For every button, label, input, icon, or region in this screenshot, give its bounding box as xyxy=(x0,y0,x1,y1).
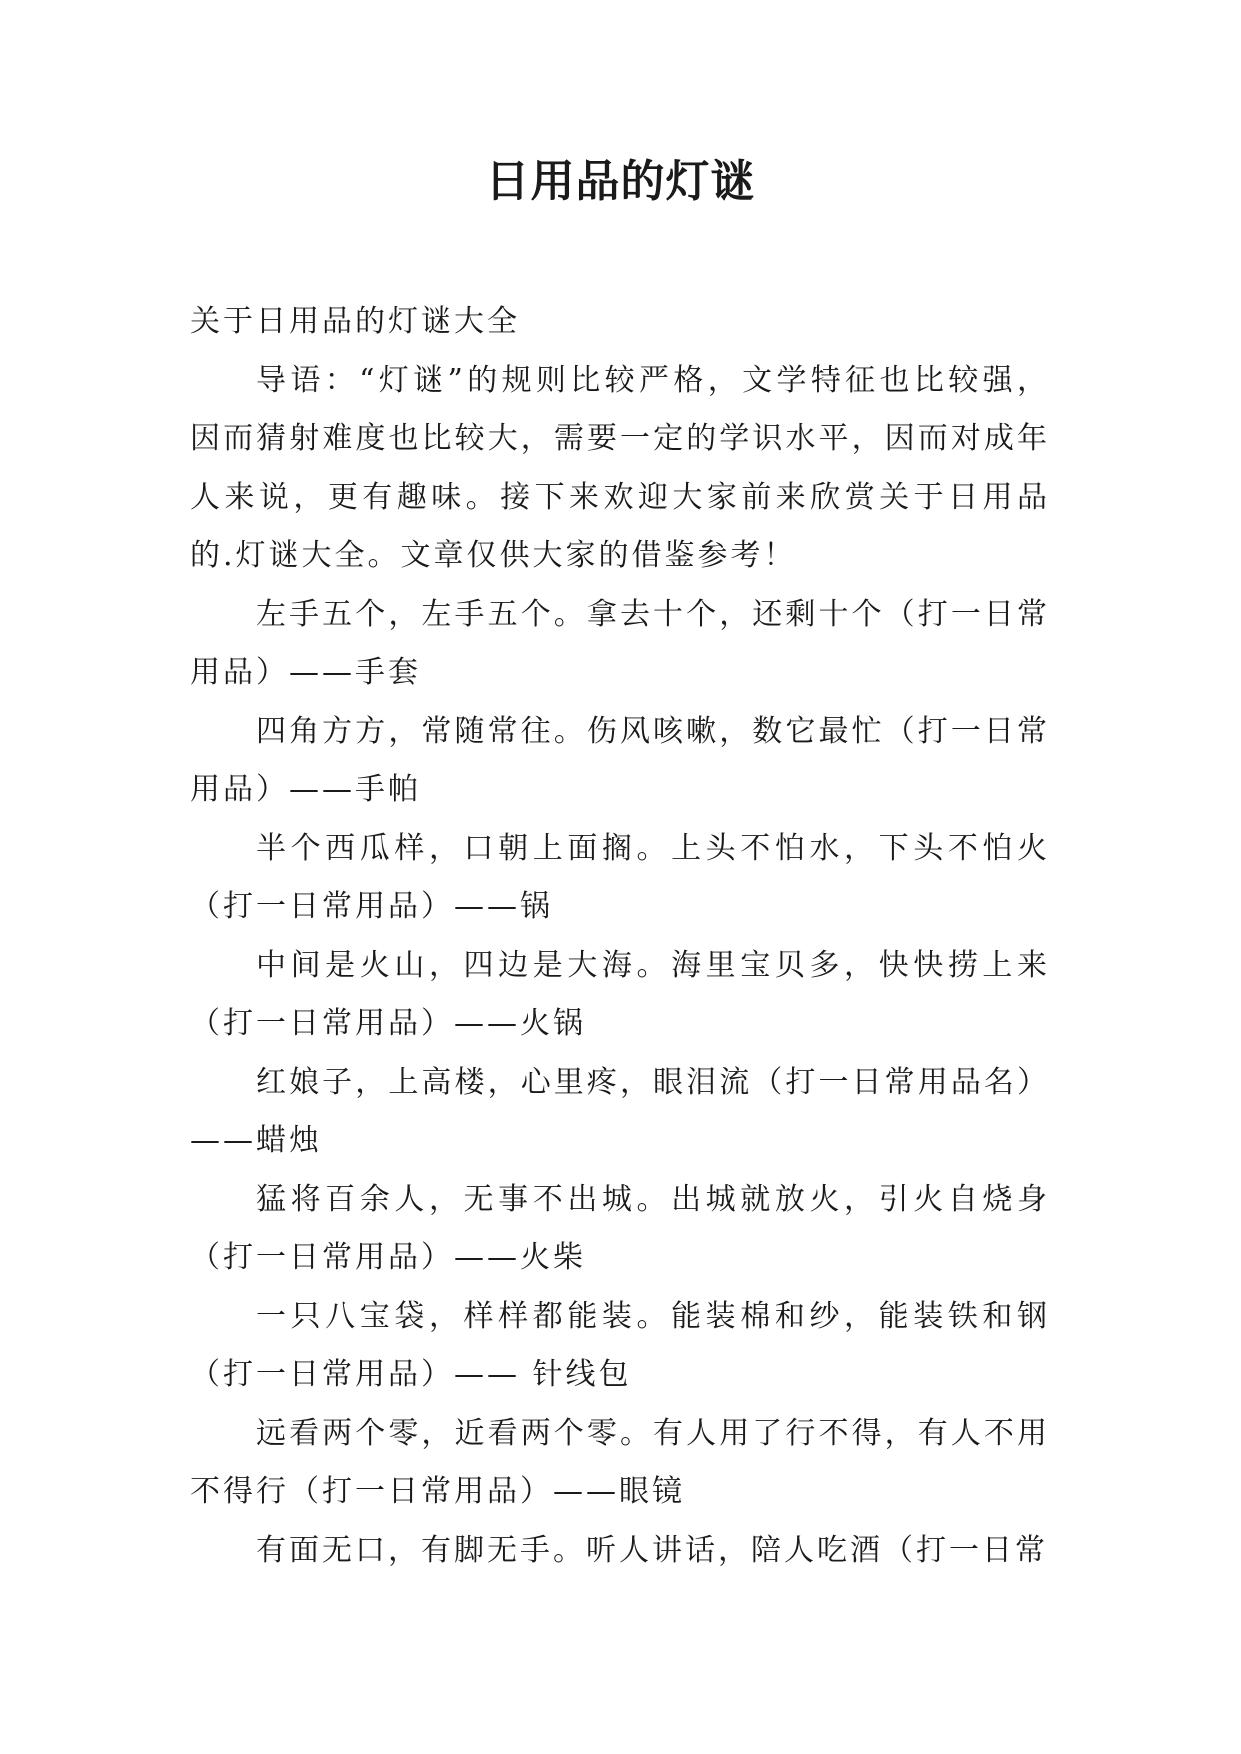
riddle-paragraph: 一只八宝袋，样样都能装。能装棉和纱，能装铁和钢（打一日常用品）—— 针线包 xyxy=(190,1298,1050,1392)
document-body xyxy=(190,293,1050,1580)
riddle-paragraph: 左手五个，左手五个。拿去十个，还剩十个（打一日常用品）——手套 xyxy=(190,596,1050,690)
riddle-paragraph: 半个西瓜样，口朝上面搁。上头不怕水，下头不怕火（打一日常用品）——锅 xyxy=(190,830,1050,924)
document-title: 日用品的灯谜 xyxy=(485,156,756,207)
riddle-paragraph: 猛将百余人，无事不出城。出城就放火，引火自烧身（打一日常用品）——火柴 xyxy=(190,1181,1050,1275)
riddle-paragraph: 有面无口，有脚无手。听人讲话，陪人吃酒（打一日常 xyxy=(256,1532,1048,1568)
document-subtitle: 关于日用品的灯谜大全 xyxy=(190,304,520,339)
riddle-paragraph: 远看两个零，近看两个零。有人用了行不得，有人不用不得行（打一日常用品）——眼镜 xyxy=(190,1415,1050,1509)
riddle-paragraph: 四角方方，常随常往。伤风咳嗽，数它最忙（打一日常用品）——手帕 xyxy=(190,713,1050,807)
riddle-paragraph: 中间是火山，四边是大海。海里宝贝多，快快捞上来（打一日常用品）——火锅 xyxy=(190,947,1050,1041)
paragraph-intro: 导语：“灯谜”的规则比较严格，文学特征也比较强，因而猜射难度也比较大，需要一定的学识水平，因而对成年人来说，更有趣味。接下来欢迎大家前来欣赏关于日用品的.灯谜大全。文章仅供大家的借鉴参考！ xyxy=(190,362,1050,573)
riddle-paragraph: 红娘子，上高楼，心里疼，眼泪流（打一日常用品名）——蜡烛 xyxy=(190,1064,1050,1158)
